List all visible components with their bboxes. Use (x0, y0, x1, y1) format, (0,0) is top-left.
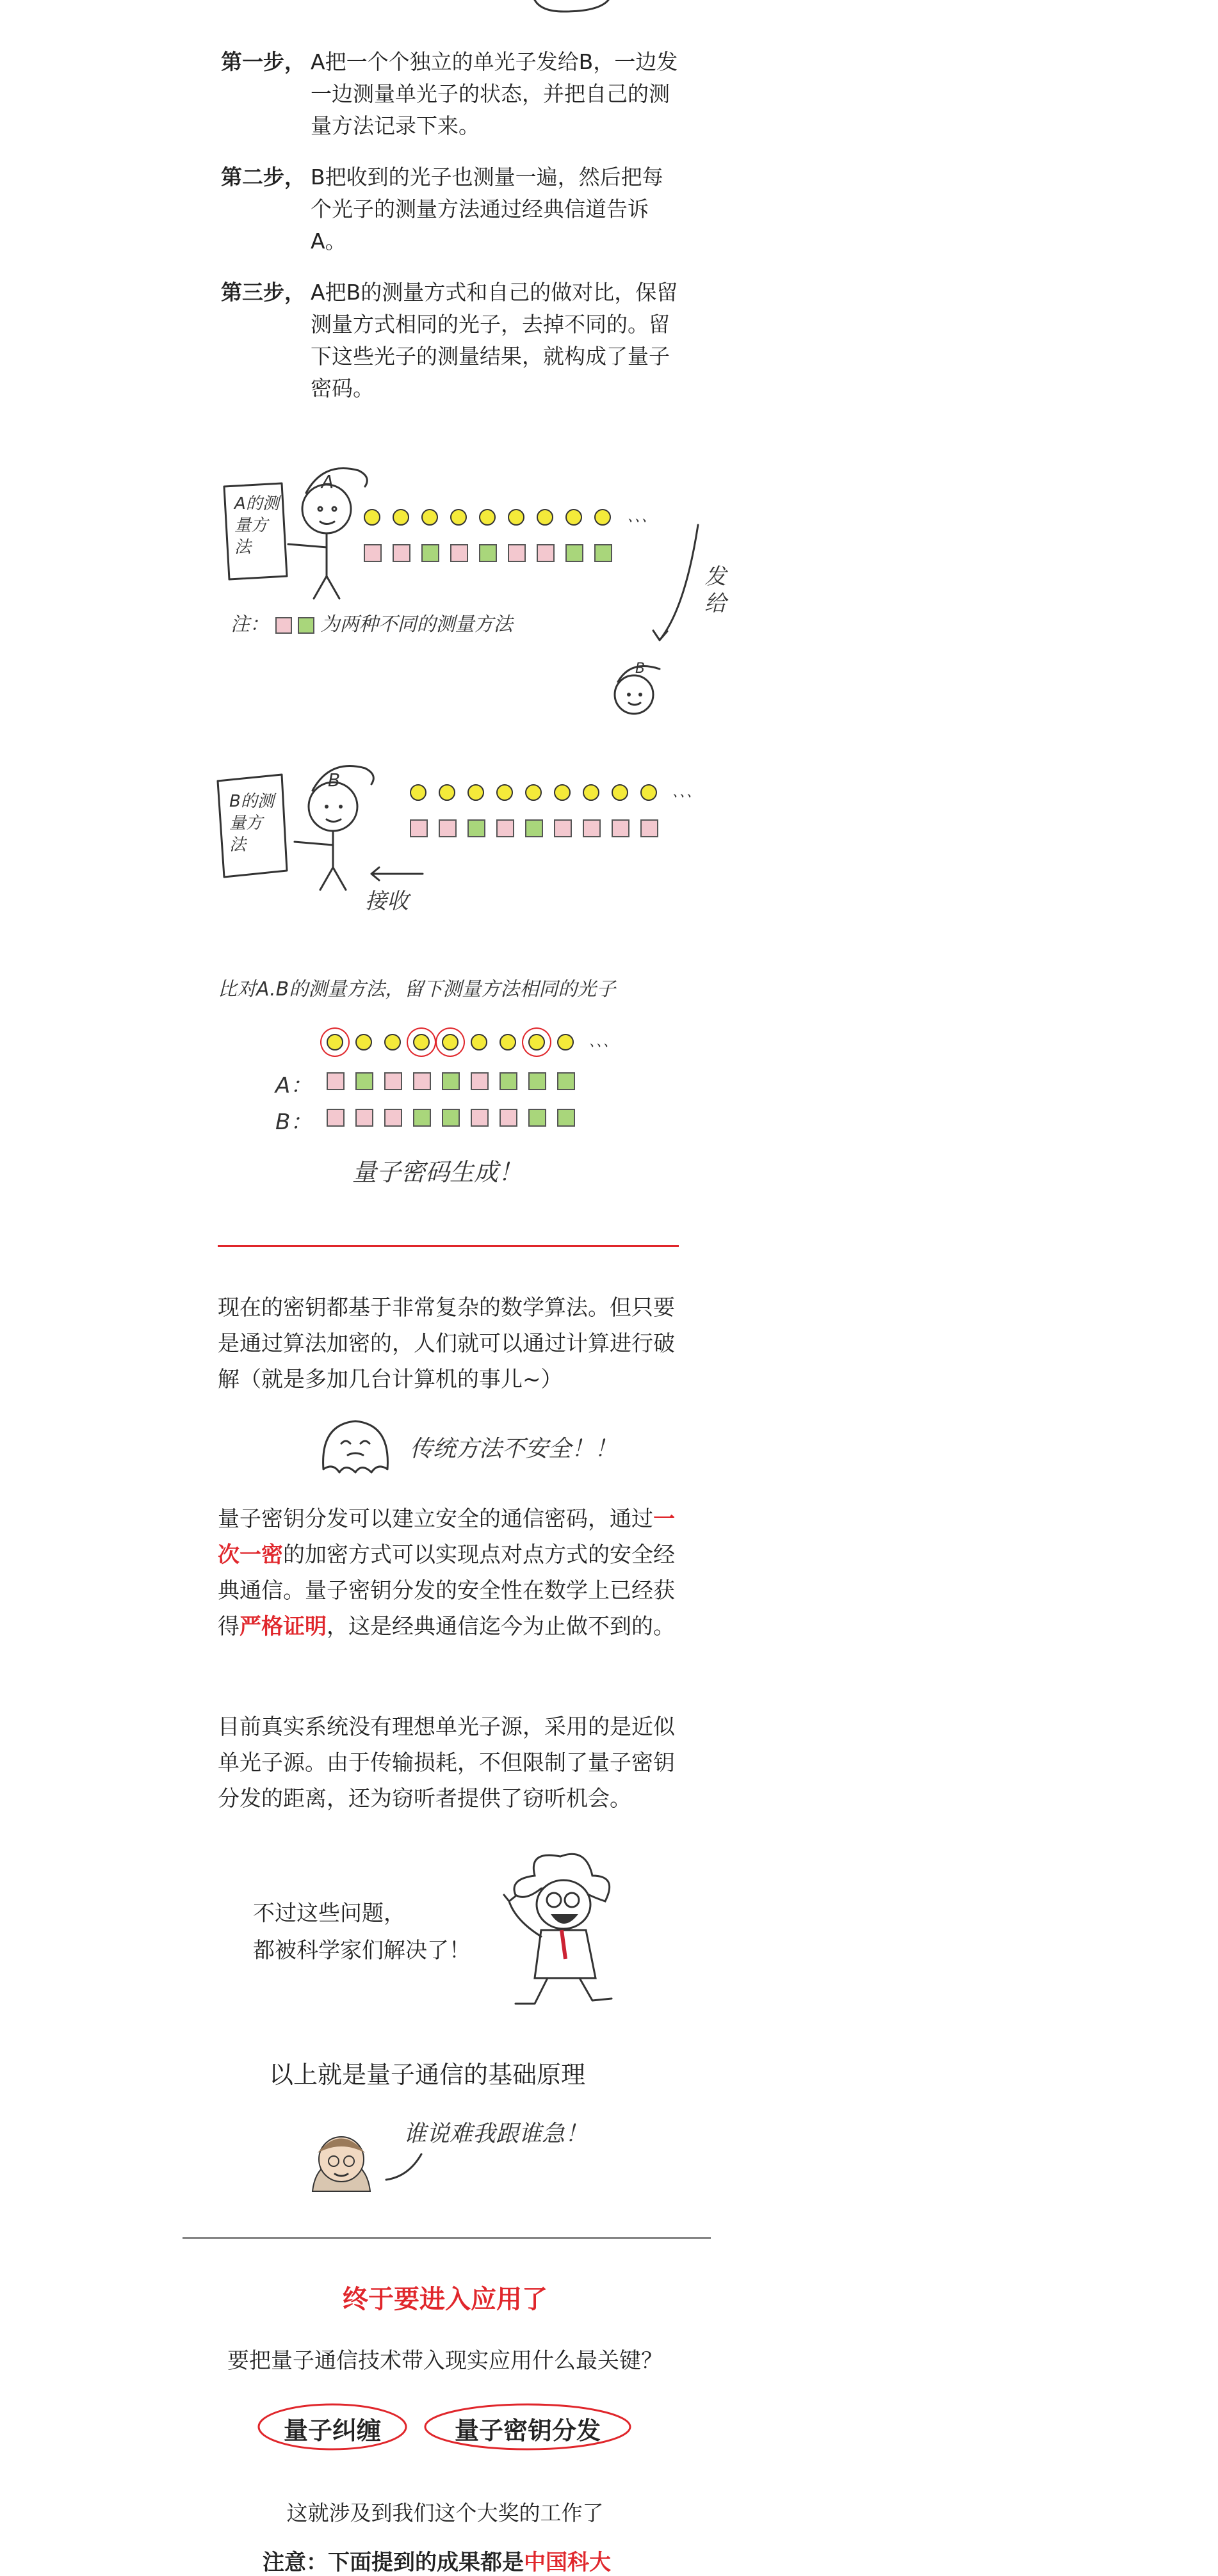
green-box (525, 819, 543, 837)
paragraph-qkd (218, 1501, 688, 1645)
photon-icon (508, 509, 524, 526)
pink-box (450, 544, 468, 562)
paragraph-photon-source: 目前真实系统没有理想单光子源，采用的是近似单光子源。由于传输损耗，不但限制了量子密钥分发的距离，还为窃听者提供了窃听机会。 (218, 1714, 675, 1812)
photon-icon (471, 1034, 487, 1051)
pink-box (471, 1072, 489, 1090)
footer-prefix: 注意：下面提到的成果都是 (263, 2550, 524, 2575)
green-box (594, 544, 612, 562)
note (231, 608, 513, 636)
pink-box (355, 1109, 373, 1127)
quote-line-2: 都被科学家们解决了！ (253, 1938, 471, 1963)
note-prefix: 注： (231, 613, 269, 636)
b-measure-row (410, 819, 692, 839)
figure-b-receives (211, 755, 717, 935)
photon-icon (384, 1034, 401, 1051)
pink-box (439, 819, 457, 837)
step-label: 第三步， (221, 280, 305, 305)
footer-note (263, 2545, 611, 2576)
question-line: 要把量子通信技术带入现实应用什么最关键？ (227, 2348, 663, 2374)
note-green-box (298, 617, 314, 634)
bubble-traditional: 传统方法不安全！！ (410, 1436, 618, 1462)
pink-box (364, 544, 382, 562)
photon-icon (557, 1034, 574, 1051)
a-measure-row (364, 544, 646, 563)
highlight-one-time-pad: 一次一密 (218, 1506, 675, 1568)
pink-box (471, 1109, 489, 1127)
green-box (499, 1072, 517, 1090)
involve-line: 这就涉及到我们这个大奖的工作了 (286, 2500, 604, 2525)
photon-icon (612, 784, 628, 801)
section-divider (183, 2237, 711, 2239)
qkd-text-1: 量子密钥分发可以建立安全的通信密码，通过 (218, 1506, 653, 1532)
pink-box (612, 819, 629, 837)
photon-icon (364, 509, 380, 526)
pink-box (496, 819, 514, 837)
photon-icon (410, 784, 426, 801)
photon-icon (499, 1034, 516, 1051)
step-text: A把B的测量方式和自己的做对比，保留测量方式相同的光子，去掉不同的。留下这些光子的测量结果，就构成了量子密码。 (311, 280, 678, 401)
a-measure-row (327, 1072, 608, 1091)
sheet-label: A的测量方法 (234, 494, 279, 557)
ellipsis: 、、、 (672, 784, 701, 800)
green-box (479, 544, 497, 562)
green-box (467, 819, 485, 837)
b-measure-row (327, 1109, 608, 1128)
photon-icon (528, 1034, 545, 1051)
figure-compare (211, 960, 717, 1203)
pink-box (327, 1072, 345, 1090)
receive-label: 接收 (365, 889, 409, 914)
sheet-label: B的测量方法 (229, 792, 274, 855)
scientist-illustration (490, 1850, 631, 2010)
highlight-strict-proof: 严格证明 (240, 1614, 327, 1639)
head-letter: A (321, 471, 334, 492)
keyword-qkd (423, 2402, 633, 2452)
grandma-avatar-icon (306, 2124, 377, 2194)
summary-line: 以上就是量子通信的基础原理 (269, 2061, 586, 2089)
photon-icon (537, 509, 553, 526)
ellipsis: 、、、 (628, 509, 656, 525)
paragraph-algorithm: 现在的密钥都基于非常复杂的数学算法。但只要是通过算法加密的，人们就可以通过计算进行破解（就是多加几台计算机的事儿~） (218, 1295, 675, 1392)
bubble-pointer (383, 2151, 428, 2189)
pink-box (410, 819, 428, 837)
green-box (528, 1109, 546, 1127)
photon-icon (565, 509, 582, 526)
photon-icon (413, 1034, 430, 1051)
cartoon-head-top (0, 0, 1218, 19)
pink-box (384, 1072, 402, 1090)
step-label: 第二步， (221, 165, 305, 189)
photon-icon (355, 1034, 372, 1051)
ellipsis: 、、、 (589, 1034, 618, 1050)
photon-row (410, 784, 692, 803)
figure-b-drawing (211, 755, 717, 935)
keyword-label: 量子密钥分发 (454, 2417, 601, 2445)
step-label: 第一步， (221, 49, 305, 74)
receiver-letter: B (635, 661, 646, 677)
pink-box (508, 544, 526, 562)
green-box (565, 544, 583, 562)
photon-icon (496, 784, 513, 801)
step-text: B把收到的光子也测量一遍，然后把每个光子的测量方法通过经典信道告诉A。 (311, 165, 663, 254)
photon-icon (594, 509, 611, 526)
quote-line-1: 不过这些问题， (253, 1901, 405, 1926)
pink-box (413, 1072, 431, 1090)
keyword-label: 量子纠缠 (283, 2417, 381, 2445)
red-divider (218, 1245, 679, 1247)
green-box (442, 1072, 460, 1090)
section-title: 终于要进入应用了 (343, 2285, 548, 2314)
green-box (421, 544, 439, 562)
green-box (557, 1072, 575, 1090)
green-box (355, 1072, 373, 1090)
photon-icon (439, 784, 455, 801)
pink-box (537, 544, 555, 562)
photon-icon (479, 509, 496, 526)
pink-box (393, 544, 410, 562)
compare-title: 比对A.B的测量方法，留下测量方法相同的光子 (218, 978, 616, 1001)
photon-icon (467, 784, 484, 801)
pink-box (583, 819, 601, 837)
photon-icon (554, 784, 571, 801)
step-3 (221, 277, 682, 405)
send-label: 发给 (704, 564, 726, 616)
photon-icon (525, 784, 542, 801)
note-pink-box (275, 617, 292, 634)
pink-box (327, 1109, 345, 1127)
pink-box (384, 1109, 402, 1127)
photon-icon (640, 784, 657, 801)
photon-icon (450, 509, 467, 526)
photon-icon (327, 1034, 343, 1051)
pink-box (499, 1109, 517, 1127)
bubble-nobody-dares: 谁说难我跟谁急！ (403, 2121, 589, 2147)
step-2 (221, 161, 682, 257)
scientist-quote (253, 1895, 471, 1969)
photon-icon (393, 509, 409, 526)
row-b-label: B： (275, 1109, 313, 1135)
ghost-face-icon (317, 1412, 394, 1482)
photon-icon (583, 784, 599, 801)
green-box (413, 1109, 431, 1127)
keyword-entanglement (256, 2402, 409, 2452)
green-box (442, 1109, 460, 1127)
photon-icon (442, 1034, 459, 1051)
result-label: 量子密码生成！ (352, 1158, 523, 1186)
photon-row (327, 1034, 608, 1053)
footer-highlight: 中国科大 (524, 2550, 611, 2575)
step-text: A把一个个独立的单光子发给B，一边发一边测量单光子的状态，并把自己的测量方法记录下来。 (311, 49, 678, 138)
green-box (528, 1072, 546, 1090)
figure-a-drawing (211, 448, 717, 736)
note-text: 为两种不同的测量方法 (320, 613, 513, 636)
green-box (557, 1109, 575, 1127)
step-1 (221, 46, 682, 142)
photon-icon (421, 509, 438, 526)
head-letter: B (328, 769, 341, 791)
row-a-label: A： (275, 1073, 313, 1099)
pink-box (640, 819, 658, 837)
qkd-text-3: ，这是经典通信迄今为止做不到的。 (327, 1614, 675, 1639)
qkd-text-2: 的加密方式可以实现点对点方式的安全经典通信。量子密钥分发的安全性在数学上已经获得 (218, 1542, 675, 1639)
figure-a-sends (211, 448, 726, 736)
pink-box (554, 819, 572, 837)
photon-row (364, 509, 646, 528)
